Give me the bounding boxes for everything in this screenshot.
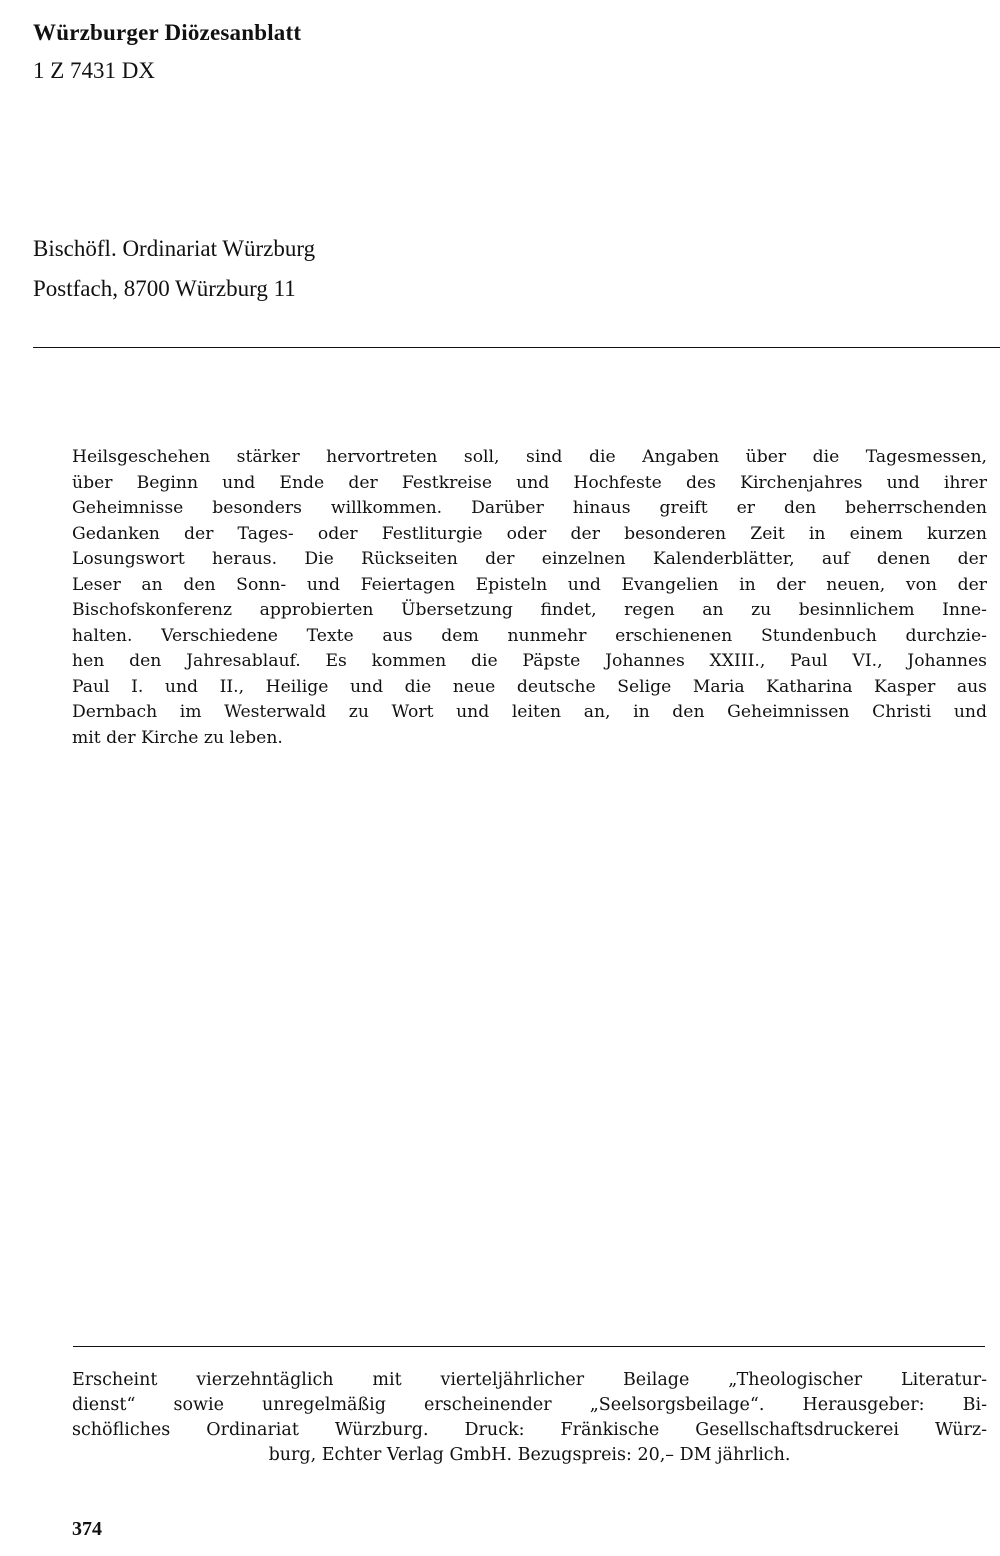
body-line: Leser an den Sonn- und Feiertagen Episteln und Evangelien in der neuen, von der (72, 574, 987, 595)
colophon-line: dienst“ sowie unregelmäßig erscheinender „Seelsorgsbeilage“. Herausgeber: Bi- (72, 1395, 987, 1415)
body-line: Gedanken der Tages- oder Festliturgie oder der besonderen Zeit in einem kurzen (72, 523, 987, 544)
body-line: hen den Jahresablauf. Es kommen die Päpste Johannes XXIII., Paul VI., Johannes (72, 651, 987, 671)
colophon-line: Erscheint vierzehntäglich mit vierteljährlicher Beilage „Theologischer Literatur- (72, 1370, 987, 1390)
body-paragraph (72, 445, 987, 751)
body-line: über Beginn und Ende der Festkreise und Hochfeste des Kirchenjahres und ihrer (72, 472, 987, 493)
body-line: Dernbach im Westerwald zu Wort und leiten an, in den Geheimnissen Christi und (72, 702, 987, 722)
body-line: Bischofskonferenz approbierten Übersetzung findet, regen an zu besinnlichem Inne- (72, 600, 987, 620)
address-line-2: Postfach, 8700 Würzburg 11 (33, 276, 296, 301)
body-line: mit der Kirche zu leben. (72, 727, 283, 748)
publication-title: Würzburger Diözesanblatt (33, 20, 302, 45)
colophon-line: burg, Echter Verlag GmbH. Bezugspreis: 20,– DM jährlich. (268, 1445, 791, 1465)
body-line: Heilsgeschehen stärker hervortreten soll, sind die Angaben über die Tagesmessen, (72, 447, 987, 467)
address-line-1: Bischöfl. Ordinariat Würzburg (33, 236, 316, 261)
body-line: Losungswort heraus. Die Rückseiten der einzelnen Kalenderblätter, auf denen der (72, 549, 987, 569)
body-line: Geheimnisse besonders willkommen. Darüber hinaus greift er den beherrschenden (72, 498, 987, 518)
body-line: Paul I. und II., Heilige und die neue deutsche Selige Maria Katharina Kasper aus (72, 676, 987, 697)
colophon-line: schöfliches Ordinariat Würzburg. Druck: Fränkische Gesellschaftsdruckerei Würz- (72, 1420, 987, 1440)
bottom-divider (73, 1346, 985, 1347)
body-line: halten. Verschiedene Texte aus dem nunmehr erschienenen Stundenbuch durchzie- (72, 625, 987, 646)
publication-code: 1 Z 7431 DX (33, 58, 156, 83)
top-divider (33, 347, 1000, 348)
page-number: 374 (72, 1518, 102, 1540)
colophon (72, 1368, 987, 1468)
